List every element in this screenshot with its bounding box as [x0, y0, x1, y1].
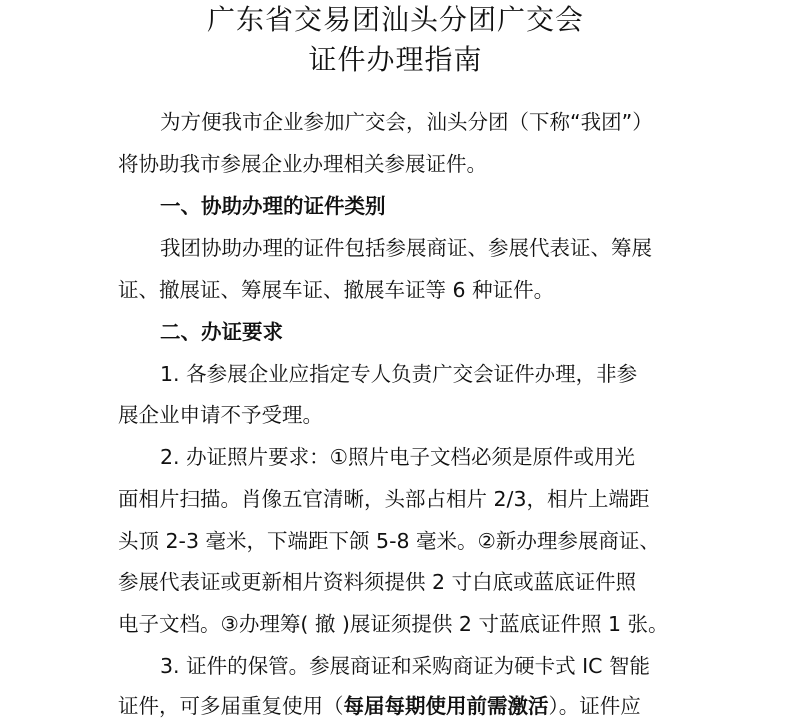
section1-heading: 一、协助办理的证件类别 — [160, 194, 386, 218]
item3-line1: 3. 证件的保管。参展商证和采购商证为硬卡式 IC 智能 — [160, 654, 650, 678]
item2-line2: 面相片扫描。肖像五官清晰，头部占相片 2/3，相片上端距 — [118, 487, 650, 511]
document-title-line1: 广东省交易团汕头分团广交会 — [206, 3, 584, 36]
item1-line2: 展企业申请不予受理。 — [118, 403, 323, 427]
item1-line1: 1. 各参展企业应指定专人负责广交会证件办理，非参 — [160, 362, 638, 386]
activation-notice: 每届每期使用前需激活 — [343, 694, 549, 718]
item2-line5: 电子文档。③办理筹( 撤 )展证须提供 2 寸蓝底证件照 1 张。 — [118, 612, 669, 636]
section2-heading: 二、办证要求 — [160, 320, 283, 344]
item3-line2-text: 证件，可多届重复使用（ — [118, 694, 344, 718]
section1-paragraph-line1: 我团协助办理的证件包括参展商证、参展代表证、筹展 — [160, 236, 652, 260]
item2-line3: 头顶 2-3 毫米，下端距下颌 5-8 毫米。②新办理参展商证、 — [118, 529, 660, 553]
item2-line1: 2. 办证照片要求：①照片电子文档必须是原件或用光 — [160, 445, 635, 469]
section1-paragraph-line2: 证、撤展证、筹展车证、撤展车证等 6 种证件。 — [118, 278, 555, 302]
item3-line2-tail: ）。证件应 — [548, 694, 641, 718]
intro-paragraph-line2: 将协助我市参展企业办理相关参展证件。 — [118, 152, 487, 176]
intro-paragraph-line1: 为方便我市企业参加广交会，汕头分团（下称“我团”） — [160, 110, 653, 134]
document-title-line2: 证件办理指南 — [308, 43, 483, 76]
item3-line2 — [118, 691, 678, 721]
item2-line4: 参展代表证或更新相片资料须提供 2 寸白底或蓝底证件照 — [118, 570, 637, 594]
